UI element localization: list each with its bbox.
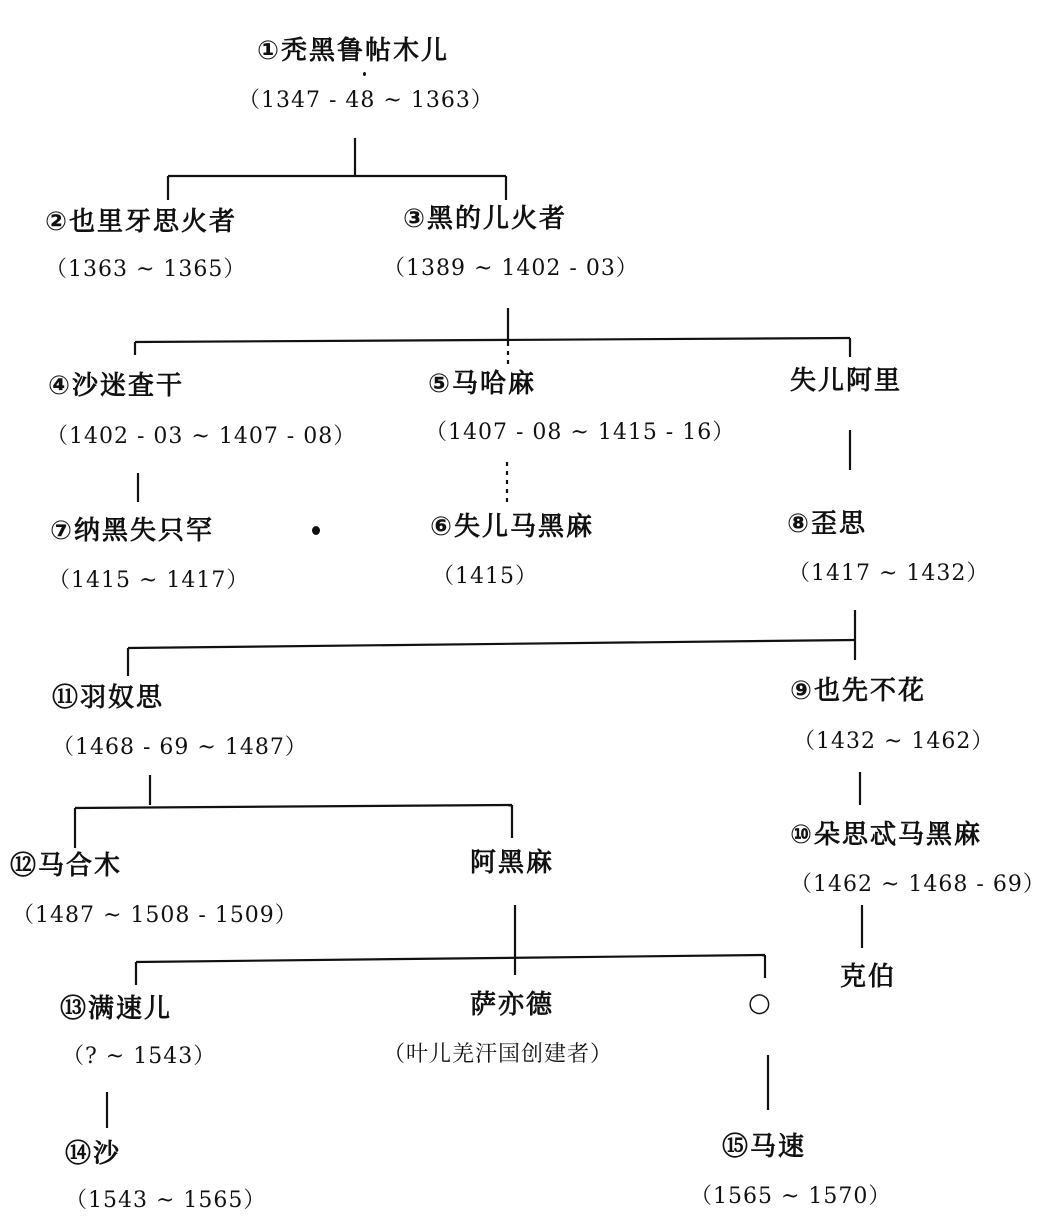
node-shierali-name: 失儿阿里 [790, 366, 903, 396]
node-12-name: ⑫马合木 [10, 851, 123, 881]
edge-8-bar [128, 640, 855, 648]
edge-aheima-bar [136, 955, 765, 962]
node-13-name: ⑬满速儿 [60, 994, 173, 1024]
node-8-years: （1417 ~ 1432） [788, 561, 990, 586]
node-5-years: （1407 - 08 ~ 1415 - 16） [425, 420, 736, 445]
node-1-years: （1347 - 48 ~ 1363） [238, 88, 494, 113]
node-5-name: ⑤马哈麻 [428, 369, 537, 399]
node-1-name: ①秃黑鲁帖木儿 [257, 36, 450, 66]
node-14-name: ⑭沙 [65, 1139, 122, 1169]
edge-11-bar [75, 805, 512, 808]
node-4-years: （1402 - 03 ~ 1407 - 08） [46, 424, 357, 449]
scan-speck [312, 526, 320, 535]
node-8-name: ⑧歪思 [787, 509, 868, 539]
scan-speck [363, 72, 366, 76]
node-12-years: （1487 ~ 1508 - 1509） [12, 903, 298, 928]
node-7-name: ⑦纳黑失只罕 [50, 516, 215, 546]
node-2-years: （1363 ~ 1365） [45, 257, 247, 282]
node-14-years: （1543 ~ 1565） [65, 1188, 267, 1213]
node-9-name: ⑨也先不花 [790, 676, 927, 706]
node-3-years: （1389 ~ 1402 - 03） [383, 256, 639, 281]
node-4-name: ④沙迷査干 [48, 371, 185, 401]
node-11-name: ⑪羽奴思 [52, 683, 165, 713]
node-6-years: （1415） [432, 564, 538, 589]
node-6-name: ⑥失儿马黑麻 [430, 512, 595, 542]
node-kebo-name: 克伯 [840, 962, 897, 992]
node-aheima-name: 阿黑麻 [470, 848, 555, 878]
node-13-years: （? ~ 1543） [62, 1044, 217, 1069]
node-10-name: ⑩朵思忒马黑麻 [790, 820, 983, 850]
edge-3-bar [135, 338, 850, 342]
node-unnamed-circle: ○ [748, 988, 773, 1018]
node-11-years: （1468 - 69 ~ 1487） [52, 735, 308, 760]
node-7-years: （1415 ~ 1417） [48, 568, 250, 593]
node-2-name: ②也里牙思火者 [45, 207, 238, 237]
node-15-years: （1565 ~ 1570） [690, 1184, 892, 1209]
node-10-years: （1462 ~ 1468 - 69） [790, 872, 1046, 897]
node-3-name: ③黑的儿火者 [403, 204, 568, 234]
node-9-years: （1432 ~ 1462） [793, 729, 995, 754]
node-saiyide-name: 萨亦德 [470, 990, 555, 1020]
node-15-name: ⑮马速 [722, 1132, 807, 1162]
node-saiyide-years: （叶儿羌汗国创建者） [383, 1042, 614, 1067]
